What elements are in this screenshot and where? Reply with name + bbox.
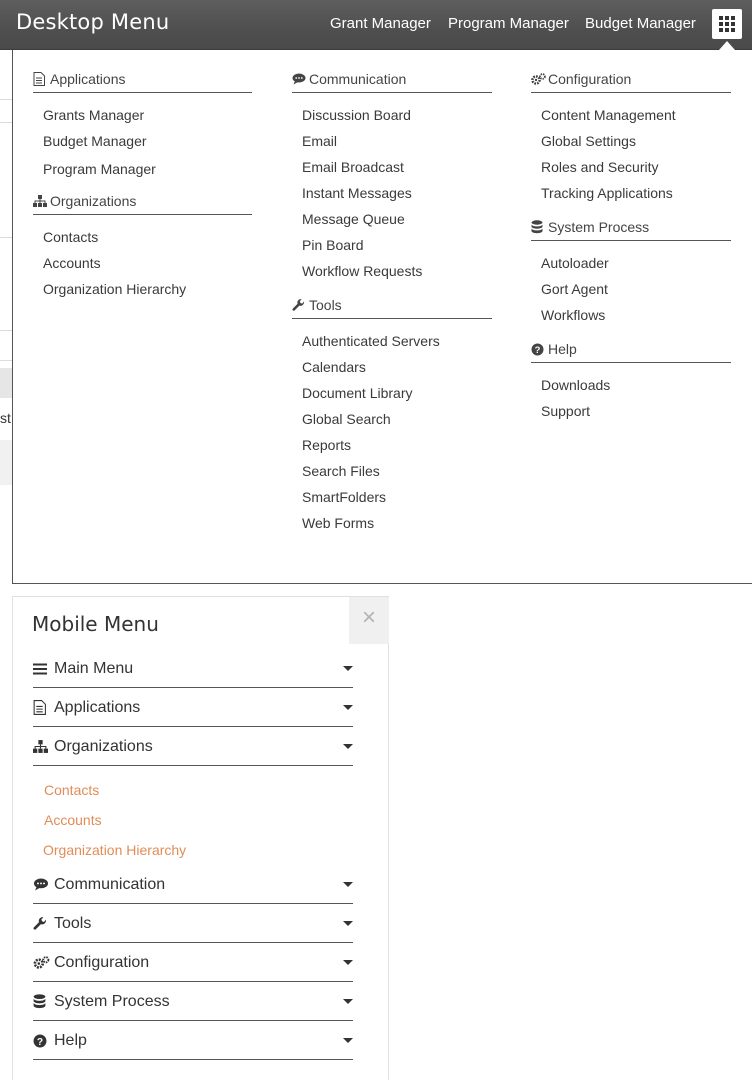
menu-item-discussion-board[interactable]: Discussion Board: [302, 107, 411, 123]
menu-item-workflow-requests[interactable]: Workflow Requests: [302, 263, 423, 279]
bars-icon: [33, 663, 51, 675]
section-help: [531, 340, 731, 363]
top-navbar: [0, 0, 752, 50]
question-circle-icon: [33, 1034, 51, 1048]
section-title: Help: [548, 341, 577, 357]
menu-item-instant-messages[interactable]: Instant Messages: [302, 185, 412, 201]
menu-item-program-manager[interactable]: Program Manager: [43, 161, 156, 177]
system-process-list: [531, 241, 731, 328]
database-icon: [33, 994, 51, 1009]
menu-item-smartfolders[interactable]: SmartFolders: [302, 489, 387, 505]
section-system-process: [531, 218, 731, 241]
bg-divider: [0, 360, 12, 361]
nav-program-manager[interactable]: Program Manager: [448, 15, 569, 32]
organizations-list: [33, 215, 252, 302]
menu-item-global-search[interactable]: Global Search: [302, 411, 391, 427]
menu-item-autoloader[interactable]: Autoloader: [541, 255, 609, 271]
bg-row-strip: [0, 440, 12, 485]
mobile-row-label: Main Menu: [54, 659, 134, 677]
menu-item-pin-board[interactable]: Pin Board: [302, 237, 364, 253]
menu-column-2: [292, 70, 492, 536]
bg-divider: [0, 330, 12, 331]
caret-down-icon: [343, 705, 353, 710]
mobile-row-label: Configuration: [54, 953, 150, 971]
close-button[interactable]: [349, 597, 389, 644]
communication-list: [292, 93, 492, 284]
mobile-subitem-contacts[interactable]: Contacts: [44, 782, 100, 798]
section-title: Communication: [309, 71, 407, 87]
svg-text:?: ?: [36, 1036, 44, 1048]
section-organizations: [33, 192, 252, 215]
gears-icon: [33, 956, 51, 970]
menu-item-global-settings[interactable]: Global Settings: [541, 133, 636, 149]
menu-item-gort-agent[interactable]: Gort Agent: [541, 281, 608, 297]
document-icon: [33, 700, 51, 715]
brand-title[interactable]: Desktop Menu: [16, 10, 170, 34]
caret-down-icon: [343, 1038, 353, 1043]
grid-icon: [719, 16, 735, 32]
menu-item-roles-and-security[interactable]: Roles and Security: [541, 159, 659, 175]
menu-item-document-library[interactable]: Document Library: [302, 385, 413, 401]
sitemap-icon: [33, 195, 48, 207]
menu-column-3: [531, 70, 731, 424]
section-tools: [292, 296, 492, 319]
mobile-row-label: System Process: [54, 992, 170, 1010]
top-nav-links: [0, 15, 752, 35]
document-icon: [33, 72, 48, 86]
menu-item-search-files[interactable]: Search Files: [302, 463, 380, 479]
mobile-menu-panel: [12, 596, 389, 1080]
caret-down-icon: [343, 960, 353, 965]
menu-item-web-forms[interactable]: Web Forms: [302, 515, 375, 531]
menu-item-accounts[interactable]: Accounts: [43, 255, 101, 271]
section-title: Organizations: [50, 193, 137, 209]
section-title: Applications: [50, 71, 126, 87]
menu-item-calendars[interactable]: Calendars: [302, 359, 366, 375]
section-applications: [33, 70, 252, 93]
wrench-icon: [33, 917, 51, 931]
menu-item-tracking-applications[interactable]: Tracking Applications: [541, 185, 673, 201]
mobile-row-organizations[interactable]: [33, 728, 353, 766]
mobile-row-configuration[interactable]: [33, 944, 353, 982]
mobile-row-help[interactable]: [33, 1022, 353, 1060]
bg-text-fragment: st: [0, 410, 11, 426]
menu-item-authenticated-servers[interactable]: Authenticated Servers: [302, 333, 440, 349]
section-title: System Process: [548, 219, 650, 235]
wrench-icon: [292, 299, 307, 312]
question-circle-icon: [531, 343, 546, 356]
desktop-menu-dropdown: [12, 50, 752, 584]
menu-item-content-management[interactable]: Content Management: [541, 107, 676, 123]
menu-item-contacts[interactable]: Contacts: [43, 229, 99, 245]
bg-divider: [0, 122, 12, 123]
apps-menu-button[interactable]: [712, 9, 742, 39]
caret-down-icon: [343, 921, 353, 926]
menu-item-reports[interactable]: Reports: [302, 437, 352, 453]
database-icon: [531, 220, 546, 234]
caret-down-icon: [343, 999, 353, 1004]
menu-item-downloads[interactable]: Downloads: [541, 377, 611, 393]
nav-grant-manager[interactable]: Grant Manager: [330, 15, 431, 32]
menu-item-workflows[interactable]: Workflows: [541, 307, 606, 323]
section-configuration: [531, 70, 731, 93]
mobile-row-tools[interactable]: [33, 905, 353, 943]
configuration-list: [531, 93, 731, 206]
mobile-row-label: Communication: [54, 875, 166, 893]
menu-item-organization-hierarchy[interactable]: Organization Hierarchy: [43, 281, 187, 297]
mobile-row-label: Help: [54, 1031, 87, 1049]
mobile-row-communication[interactable]: [33, 866, 353, 904]
bg-header-strip: [0, 368, 12, 398]
section-communication: [292, 70, 492, 93]
nav-budget-manager[interactable]: Budget Manager: [585, 15, 696, 32]
mobile-row-label: Tools: [54, 914, 92, 932]
close-icon: ×: [361, 604, 376, 631]
mobile-row-main-menu[interactable]: [33, 650, 353, 688]
help-list: [531, 363, 731, 424]
menu-column-1: [33, 70, 252, 302]
mobile-row-label: Applications: [54, 698, 141, 716]
menu-item-budget-manager[interactable]: Budget Manager: [43, 133, 147, 149]
mobile-menu-title: Mobile Menu: [32, 612, 159, 636]
comment-icon: [292, 73, 307, 85]
mobile-row-system-process[interactable]: [33, 983, 353, 1021]
caret-down-icon: [343, 744, 353, 749]
section-title: Configuration: [548, 71, 632, 87]
applications-list: [33, 93, 252, 184]
bg-divider: [0, 99, 12, 100]
mobile-subitem-accounts[interactable]: Accounts: [44, 812, 102, 828]
tools-list: [292, 319, 492, 536]
menu-item-email-broadcast[interactable]: Email Broadcast: [302, 159, 404, 175]
section-title: Tools: [309, 297, 342, 313]
dropdown-caret: [719, 41, 735, 50]
sitemap-icon: [33, 740, 51, 753]
caret-down-icon: [343, 882, 353, 887]
menu-item-grants-manager[interactable]: Grants Manager: [43, 107, 145, 123]
gears-icon: [531, 73, 546, 86]
mobile-row-label: Organizations: [54, 737, 153, 755]
comment-icon: [33, 878, 51, 891]
menu-item-support[interactable]: Support: [541, 403, 591, 419]
mobile-subitem-organization-hierarchy[interactable]: Organization Hierarchy: [43, 842, 187, 858]
bg-divider: [0, 237, 12, 238]
menu-item-email[interactable]: Email: [302, 133, 338, 149]
caret-down-icon: [343, 666, 353, 671]
svg-text:?: ?: [534, 344, 541, 356]
menu-item-message-queue[interactable]: Message Queue: [302, 211, 405, 227]
mobile-row-applications[interactable]: [33, 689, 353, 727]
